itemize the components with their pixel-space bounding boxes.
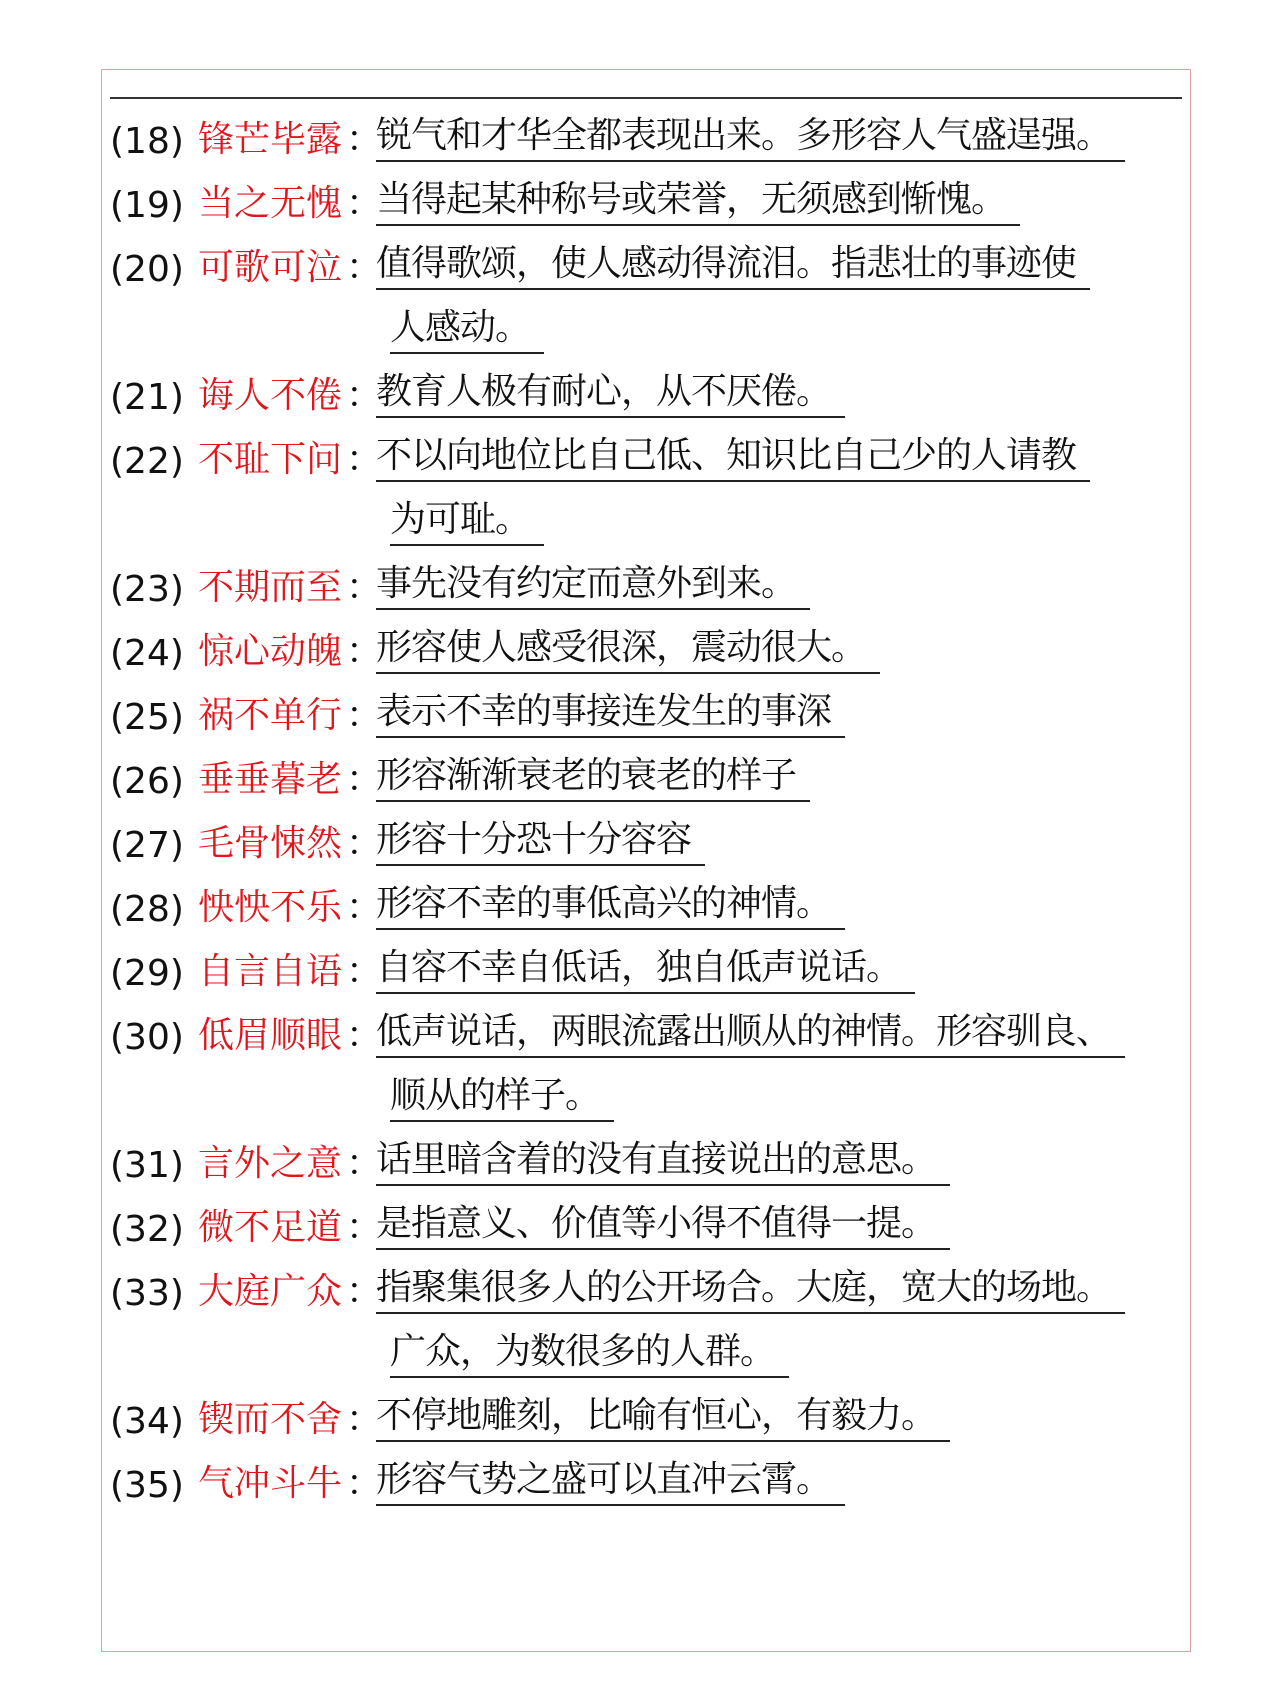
entry-number: (21) (110, 377, 184, 418)
entry-number: (18) (110, 121, 184, 162)
entry-number: (31) (110, 1145, 184, 1186)
entry-number: (27) (110, 825, 184, 866)
idiom-entry (110, 354, 1185, 418)
idiom-definition: 形容十分恐十分容容 (376, 816, 705, 866)
colon: ： (346, 375, 383, 416)
entry-number: (28) (110, 889, 184, 930)
idiom-entry (110, 1122, 1185, 1186)
idiom-entry (110, 1378, 1185, 1442)
idiom-term: 不耻下问 (198, 439, 343, 480)
idiom-definition: 形容不幸的事低高兴的神情。 (376, 880, 845, 930)
idiom-entry (110, 802, 1185, 866)
entry-number: (23) (110, 569, 184, 610)
colon: ： (346, 887, 383, 928)
idiom-term: 气冲斗牛 (198, 1463, 343, 1504)
entry-number: (29) (110, 953, 184, 994)
idiom-entry (110, 418, 1185, 482)
idiom-term: 诲人不倦 (198, 375, 343, 416)
idiom-term: 毛骨悚然 (198, 823, 343, 864)
idiom-entry (110, 162, 1185, 226)
entry-number: (35) (110, 1465, 184, 1506)
colon: ： (346, 567, 383, 608)
idiom-term: 怏怏不乐 (198, 887, 343, 928)
idiom-definition: 形容渐渐衰老的衰老的样子 (376, 752, 810, 802)
idiom-term: 锲而不舍 (198, 1399, 343, 1440)
entry-number: (19) (110, 185, 184, 226)
colon: ： (346, 759, 383, 800)
idiom-term: 可歌可泣 (198, 247, 343, 288)
colon: ： (346, 951, 383, 992)
idiom-entry (110, 674, 1185, 738)
idiom-term: 当之无愧 (198, 183, 343, 224)
idiom-definition: 是指意义、价值等小得不值得一提。 (376, 1200, 950, 1250)
idiom-entry-continuation (110, 1058, 1185, 1122)
colon: ： (346, 439, 383, 480)
idiom-entry (110, 930, 1185, 994)
idiom-definition: 不停地雕刻，比喻有恒心，有毅力。 (376, 1392, 950, 1442)
entry-number: (33) (110, 1273, 184, 1314)
idiom-definition: 广众，为数很多的人群。 (390, 1328, 789, 1378)
idiom-term: 锋芒毕露 (198, 119, 343, 160)
idiom-term: 惊心动魄 (198, 631, 343, 672)
colon: ： (346, 183, 383, 224)
colon: ： (346, 1143, 383, 1184)
idiom-entry (110, 738, 1185, 802)
idiom-entry (110, 1250, 1185, 1314)
idiom-definition: 表示不幸的事接连发生的事深 (376, 688, 845, 738)
idiom-term: 言外之意 (198, 1143, 343, 1184)
idiom-definition: 顺从的样子。 (390, 1072, 614, 1122)
idiom-entry (110, 866, 1185, 930)
idiom-entry (110, 98, 1185, 162)
idiom-definition: 教育人极有耐心，从不厌倦。 (376, 368, 845, 418)
idiom-entry (110, 226, 1185, 290)
idiom-term: 自言自语 (198, 951, 343, 992)
colon: ： (346, 1463, 383, 1504)
idiom-term: 大庭广众 (198, 1271, 343, 1312)
idiom-term: 低眉顺眼 (198, 1015, 343, 1056)
idiom-term: 垂垂暮老 (198, 759, 343, 800)
idiom-definition: 形容使人感受很深，震动很大。 (376, 624, 880, 674)
idiom-definition: 话里暗含着的没有直接说出的意思。 (376, 1136, 950, 1186)
idiom-entry-continuation (110, 1314, 1185, 1378)
colon: ： (346, 631, 383, 672)
colon: ： (346, 247, 383, 288)
entry-number: (20) (110, 249, 184, 290)
idiom-entry-continuation (110, 482, 1185, 546)
entry-number: (32) (110, 1209, 184, 1250)
idiom-definition: 指聚集很多人的公开场合。大庭，宽大的场地。 (376, 1264, 1125, 1314)
idiom-entry-continuation (110, 290, 1185, 354)
colon: ： (346, 1015, 383, 1056)
idiom-term: 祸不单行 (198, 695, 343, 736)
idiom-definition: 事先没有约定而意外到来。 (376, 560, 810, 610)
colon: ： (346, 1271, 383, 1312)
colon: ： (346, 1207, 383, 1248)
colon: ： (346, 1399, 383, 1440)
idiom-definition: 形容气势之盛可以直冲云霄。 (376, 1456, 845, 1506)
colon: ： (346, 119, 383, 160)
idiom-definition: 人感动。 (390, 304, 544, 354)
idiom-entry (110, 994, 1185, 1058)
entry-number: (34) (110, 1401, 184, 1442)
idiom-definition: 自容不幸自低话，独自低声说话。 (376, 944, 915, 994)
entry-number: (24) (110, 633, 184, 674)
idiom-definition: 锐气和才华全都表现出来。多形容人气盛逞强。 (376, 112, 1125, 162)
idiom-list (110, 98, 1185, 1506)
entry-number: (30) (110, 1017, 184, 1058)
idiom-definition: 为可耻。 (390, 496, 544, 546)
entry-number: (26) (110, 761, 184, 802)
idiom-definition: 当得起某种称号或荣誉，无须感到惭愧。 (376, 176, 1020, 226)
idiom-entry (110, 610, 1185, 674)
idiom-term: 不期而至 (198, 567, 343, 608)
idiom-definition: 不以向地位比自己低、知识比自己少的人请教 (376, 432, 1090, 482)
idiom-entry (110, 1442, 1185, 1506)
entry-number: (22) (110, 441, 184, 482)
idiom-definition: 低声说话，两眼流露出顺从的神情。形容驯良、 (376, 1008, 1125, 1058)
idiom-definition: 值得歌颂，使人感动得流泪。指悲壮的事迹使 (376, 240, 1090, 290)
idiom-term: 微不足道 (198, 1207, 343, 1248)
colon: ： (346, 823, 383, 864)
entry-number: (25) (110, 697, 184, 738)
colon: ： (346, 695, 383, 736)
idiom-entry (110, 1186, 1185, 1250)
idiom-entry (110, 546, 1185, 610)
